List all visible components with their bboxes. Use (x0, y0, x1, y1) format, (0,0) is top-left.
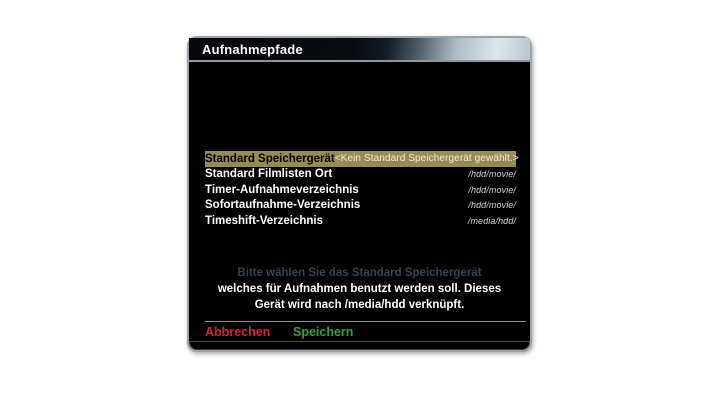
help-line-1: Bitte wählen Sie das Standard Speichergerät (237, 267, 482, 279)
list-item-value: /media/hdd/ (467, 215, 516, 226)
list-item-value: /hdd/movie/ (468, 169, 516, 180)
list-item-label: Sofortaufnahme-Verzeichnis (205, 199, 361, 212)
list-item-label: Standard Speichergerät (205, 152, 335, 165)
list-item-standard-filmlisten-ort[interactable] (205, 167, 516, 183)
list-item-timer-aufnahmeverzeichnis[interactable] (205, 182, 516, 198)
dialog-titlebar (189, 38, 530, 62)
list-item-timeshift-verzeichnis[interactable] (205, 213, 516, 229)
save-button[interactable]: Speichern (293, 325, 354, 339)
list-item-sofortaufnahme-verzeichnis[interactable] (205, 198, 516, 214)
list-item-label: Timeshift-Verzeichnis (205, 214, 324, 227)
list-item-value: /hdd/movie/ (468, 200, 516, 211)
settings-list (205, 151, 519, 229)
help-text (199, 267, 520, 314)
list-item-label: Standard Filmlisten Ort (205, 168, 333, 181)
help-line-3: Gerät wird nach /media/hdd verknüpft. (254, 299, 465, 311)
button-divider (205, 321, 526, 322)
button-bar (189, 325, 530, 343)
aufnahmepfade-dialog (187, 36, 532, 352)
list-item-standard-speichergeraet[interactable] (205, 151, 519, 167)
list-item-value: /hdd/movie/ (468, 184, 516, 195)
dialog-body (189, 62, 530, 341)
help-line-2: welches für Aufnahmen benutzt werden soll. Dieses (217, 283, 502, 295)
list-item-label: Timer-Aufnahmeverzeichnis (205, 183, 359, 196)
dialog-title: Aufnahmepfade (202, 41, 303, 57)
cancel-button[interactable]: Abbrechen (205, 325, 271, 339)
list-item-value: <Kein Standard Speichergerät gewählt.> (334, 153, 519, 165)
